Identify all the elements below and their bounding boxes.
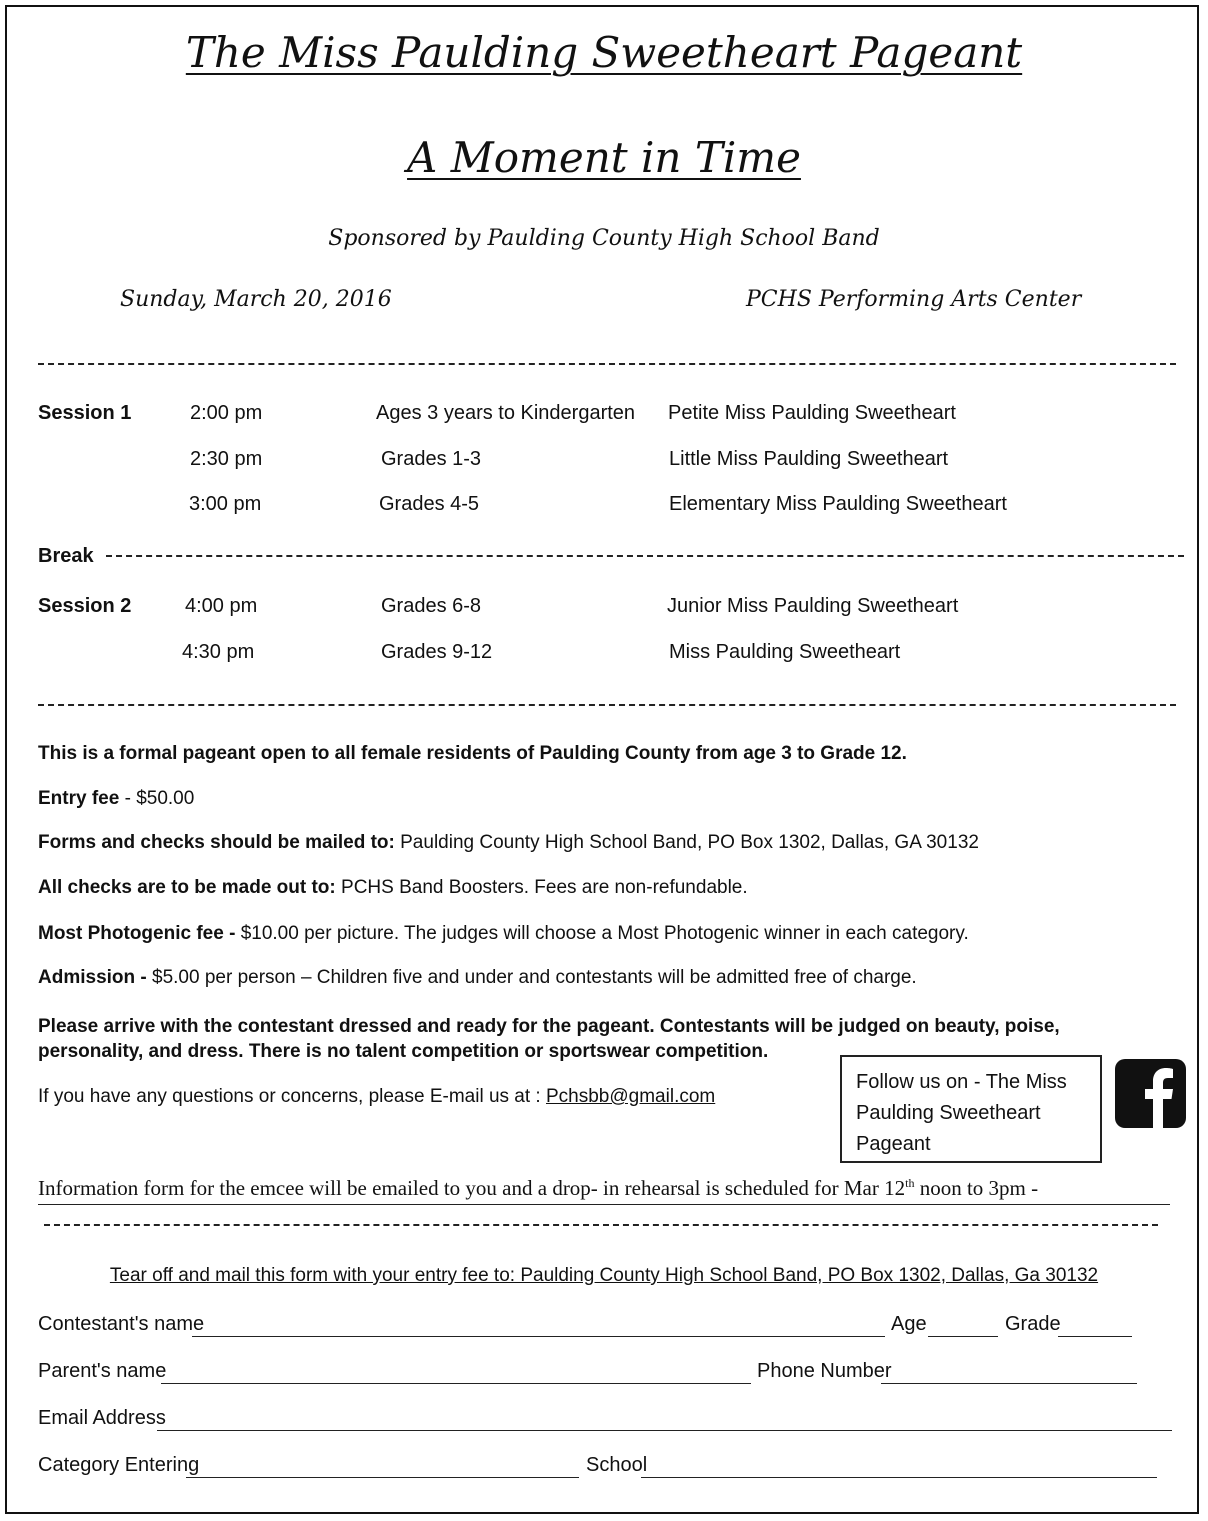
schedule-ages: Ages 3 years to Kindergarten: [376, 402, 636, 424]
pageant-title: The Miss Paulding Sweetheart Pageant: [185, 28, 1023, 77]
facebook-follow-line: Pageant: [856, 1133, 931, 1155]
mailing-info: [38, 832, 979, 854]
schedule-title: Elementary Miss Paulding Sweetheart: [669, 493, 1007, 515]
schedule-time: 3:00 pm: [189, 493, 262, 515]
rehearsal-time: noon to 3pm -: [914, 1176, 1039, 1200]
mailing-label: Forms and checks should be mailed to:: [38, 832, 395, 853]
contact-email-link[interactable]: Pchsbb@gmail.com: [546, 1086, 716, 1107]
phone-number-label: Phone Number: [757, 1360, 892, 1382]
event-venue: PCHS Performing Arts Center: [746, 287, 1082, 312]
facebook-follow-line: Paulding Sweetheart: [856, 1102, 1041, 1124]
session-1-label: Session 1: [38, 402, 132, 424]
schedule-time: 2:30 pm: [190, 448, 263, 470]
checks-info: [38, 877, 748, 899]
age-label: Age: [891, 1313, 927, 1335]
intro-text: This is a formal pageant open to all female residents of Paulding County from age 3 to Grade 12.: [38, 743, 907, 764]
tear-off-instructions: Tear off and mail this form with your entry fee to: Paulding County High School Band, PO Box 1302, Dallas, Ga 30132: [109, 1265, 1099, 1286]
schedule-time: 4:30 pm: [182, 641, 255, 663]
sponsor-line: Sponsored by Paulding County High School Band: [328, 226, 880, 251]
divider: [38, 704, 1176, 706]
schedule-ages: Grades 4-5: [379, 493, 480, 515]
phone-number-field[interactable]: [881, 1383, 1137, 1384]
admission-info: [38, 967, 917, 989]
schedule-ages: Grades 1-3: [381, 448, 482, 470]
admission-label: Admission -: [38, 967, 153, 988]
grade-field[interactable]: [1058, 1336, 1132, 1337]
rehearsal-underline: [38, 1204, 1170, 1205]
tear-off-divider: [44, 1224, 1158, 1226]
schedule-title: Junior Miss Paulding Sweetheart: [667, 595, 959, 617]
school-label: School: [586, 1454, 648, 1476]
questions-label: If you have any questions or concerns, please E-mail us at :: [38, 1086, 546, 1107]
schedule-title: Miss Paulding Sweetheart: [669, 641, 901, 663]
break-divider: [106, 555, 1184, 557]
photogenic-value: $10.00 per picture. The judges will choose a Most Photogenic winner in each category.: [240, 923, 969, 944]
parent-name-label: Parent's name: [38, 1360, 167, 1382]
entry-fee: [38, 788, 194, 810]
photogenic-info: [38, 923, 969, 945]
age-field[interactable]: [928, 1336, 998, 1337]
schedule-time: 4:00 pm: [185, 595, 258, 617]
category-entering-label: Category Entering: [38, 1454, 200, 1476]
email-address-label: Email Address: [38, 1407, 166, 1429]
schedule-time: 2:00 pm: [190, 402, 263, 424]
arrival-instructions: Please arrive with the contestant dressed and ready for the pageant. Contestants will be judged on beauty, poise, personality, and dress. There is no talent competition or sportswear competition.: [38, 1016, 1060, 1062]
checks-value: PCHS Band Boosters. Fees are non-refundable.: [335, 877, 748, 898]
rehearsal-info: [38, 1176, 1038, 1201]
rehearsal-text: Information form for the emcee will be emailed to you and a drop- in rehearsal is scheduled for Mar 12: [38, 1176, 906, 1200]
email-address-field[interactable]: [157, 1430, 1172, 1431]
pageant-theme: A Moment in Time: [407, 133, 801, 182]
school-field[interactable]: [641, 1477, 1157, 1478]
schedule-title: Petite Miss Paulding Sweetheart: [668, 402, 956, 424]
parent-name-field[interactable]: [161, 1383, 751, 1384]
entry-fee-value: - $50.00: [119, 788, 195, 809]
contestant-name-label: Contestant's name: [38, 1313, 205, 1335]
divider: [38, 363, 1176, 365]
mailing-address: Paulding County High School Band, PO Box 1302, Dallas, GA 30132: [394, 832, 979, 853]
grade-label: Grade: [1005, 1313, 1061, 1335]
facebook-icon[interactable]: [1115, 1059, 1186, 1128]
questions-text: [38, 1086, 715, 1108]
schedule-ages: Grades 9-12: [381, 641, 493, 663]
rehearsal-date-suffix: th: [905, 1176, 915, 1190]
contestant-name-field[interactable]: [192, 1336, 885, 1337]
admission-value: $5.00 per person – Children five and under and contestants will be admitted free of charge.: [152, 967, 917, 988]
event-date: Sunday, March 20, 2016: [120, 287, 392, 312]
checks-label: All checks are to be made out to:: [38, 877, 336, 898]
schedule-title: Little Miss Paulding Sweetheart: [669, 448, 949, 470]
facebook-follow-line: Follow us on - The Miss: [856, 1071, 1067, 1093]
entry-fee-label: Entry fee: [38, 788, 120, 809]
session-2-label: Session 2: [38, 595, 132, 617]
break-label: Break: [38, 545, 94, 567]
schedule-ages: Grades 6-8: [381, 595, 482, 617]
facebook-follow-box: [840, 1055, 1102, 1163]
photogenic-label: Most Photogenic fee -: [38, 923, 241, 944]
category-entering-field[interactable]: [186, 1477, 579, 1478]
